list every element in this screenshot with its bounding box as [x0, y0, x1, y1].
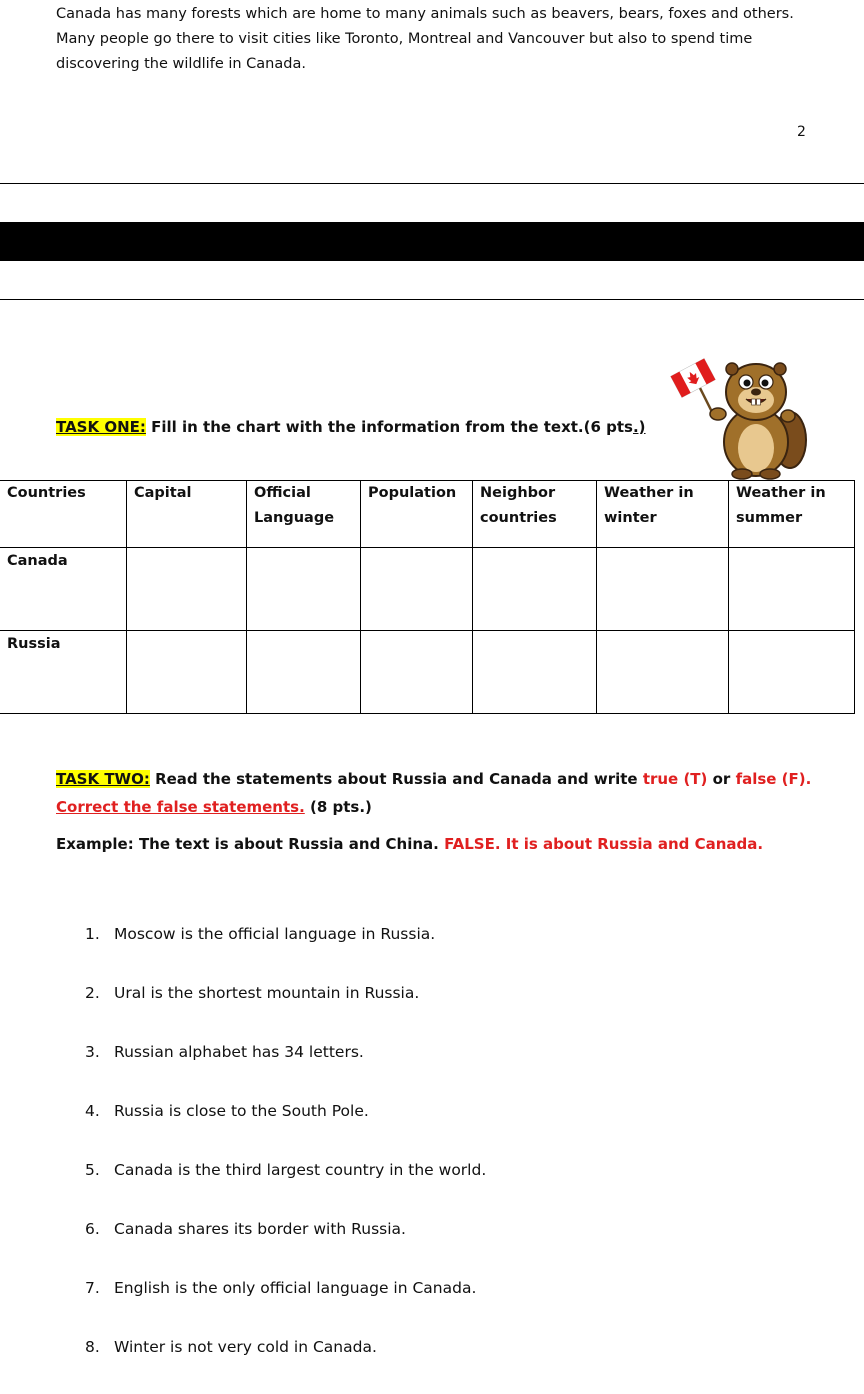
cell-russia-summer[interactable] — [729, 631, 855, 714]
header-official-language: Official Language — [247, 481, 361, 548]
page-divider-bottom — [0, 299, 864, 300]
task-two-text: Read the statements about Russia and Canada and write — [149, 770, 643, 788]
list-item: 8. Winter is not very cold in Canada. — [85, 1338, 377, 1356]
task-one-text: Fill in the chart with the information from the text.(6 pts — [145, 418, 633, 436]
cell-canada-population[interactable] — [361, 548, 473, 631]
row-label-russia: Russia — [0, 631, 127, 714]
table-row — [0, 548, 855, 631]
cell-canada-neighbors[interactable] — [473, 548, 597, 631]
table-row — [0, 631, 855, 714]
list-item: 2. Ural is the shortest mountain in Russia. — [85, 984, 420, 1002]
header-countries: Countries — [0, 481, 127, 548]
example-line — [56, 835, 763, 853]
header-population: Population — [361, 481, 473, 548]
page-break-band — [0, 222, 864, 261]
intro-line-1: Canada has many forests which are home to many animals such as beavers, bears, foxes and others. — [56, 6, 794, 22]
intro-paragraph — [56, 2, 816, 77]
true-text: true (T) — [642, 770, 708, 788]
info-chart-table — [0, 480, 855, 714]
list-item: 3. Russian alphabet has 34 letters. — [85, 1043, 364, 1061]
task-two-heading — [56, 765, 816, 821]
beaver-with-flag-image — [668, 342, 816, 482]
list-item: 7. English is the only official language in Canada. — [85, 1279, 477, 1297]
task-two-points: (8 pts.) — [304, 798, 372, 816]
cell-russia-neighbors[interactable] — [473, 631, 597, 714]
cell-canada-winter[interactable] — [597, 548, 729, 631]
header-neighbor-countries: Neighbor countries — [473, 481, 597, 548]
list-item: 4. Russia is close to the South Pole. — [85, 1102, 369, 1120]
cell-canada-language[interactable] — [247, 548, 361, 631]
cell-russia-capital[interactable] — [127, 631, 247, 714]
header-weather-winter: Weather in winter — [597, 481, 729, 548]
task-one-end: .) — [632, 418, 646, 436]
task-two-label: TASK TWO: — [56, 770, 150, 788]
row-label-canada: Canada — [0, 548, 127, 631]
list-item: 6. Canada shares its border with Russia. — [85, 1220, 406, 1238]
intro-line-3: discovering the wildlife in Canada. — [56, 56, 306, 72]
task-one-heading — [56, 418, 646, 436]
intro-line-2: Many people go there to visit cities like Toronto, Montreal and Vancouver but also to spend time — [56, 31, 753, 47]
page-divider-top — [0, 183, 864, 184]
beaver-belly — [738, 424, 774, 472]
canada-flag-icon — [671, 358, 716, 397]
task-one-label: TASK ONE: — [56, 418, 146, 436]
cell-russia-language[interactable] — [247, 631, 361, 714]
header-capital: Capital — [127, 481, 247, 548]
statements-list — [85, 922, 486, 1394]
table-header-row — [0, 481, 855, 548]
or-text: or — [707, 770, 736, 788]
false-text: false (F). — [735, 770, 812, 788]
cell-canada-summer[interactable] — [729, 548, 855, 631]
cell-russia-winter[interactable] — [597, 631, 729, 714]
correct-false-text: Correct the false statements. — [56, 798, 305, 816]
list-item: 1. Moscow is the official language in Russia. — [85, 925, 436, 943]
cell-canada-capital[interactable] — [127, 548, 247, 631]
cell-russia-population[interactable] — [361, 631, 473, 714]
example-text: Example: The text is about Russia and China. — [56, 835, 439, 853]
list-item: 5. Canada is the third largest country in the world. — [85, 1161, 487, 1179]
page-number: 2 — [797, 124, 806, 140]
example-answer: FALSE. It is about Russia and Canada. — [438, 835, 764, 853]
header-weather-summer: Weather in summer — [729, 481, 855, 548]
